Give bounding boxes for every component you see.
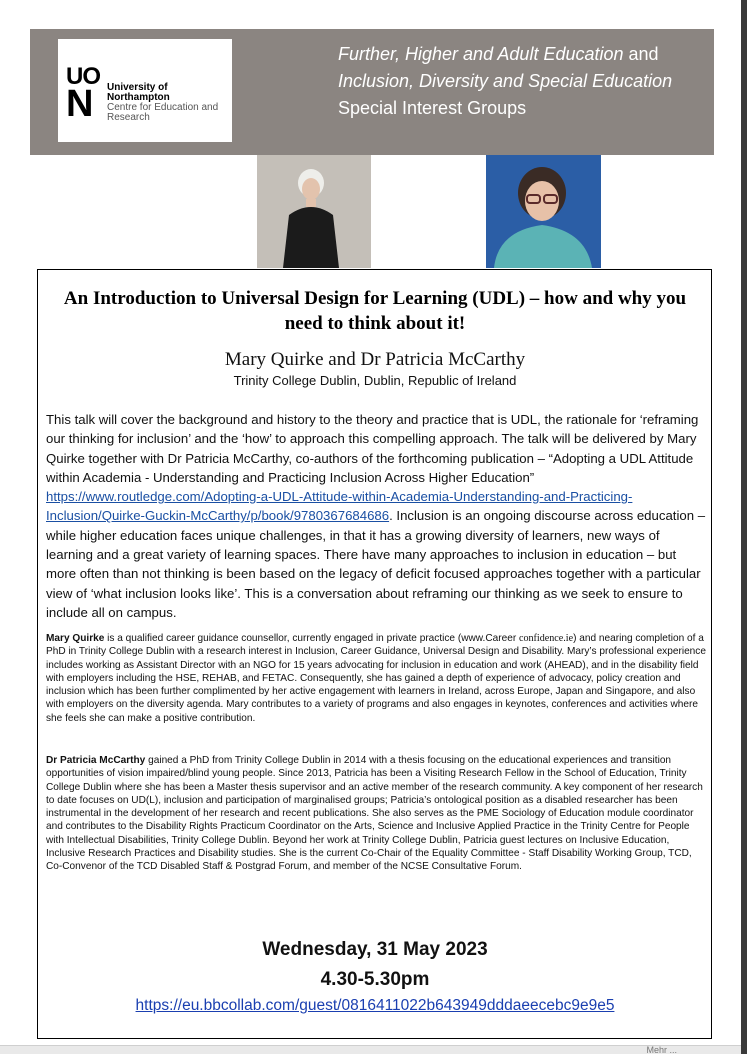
logo-wordmark xyxy=(107,83,227,123)
speaker-photo-mary-quirke xyxy=(257,155,371,268)
portrait-figure-2 xyxy=(486,155,601,268)
event-abstract: This talk will cover the background and history to the theory and practice that is UDL, the rationale for ‘reframing our thinking for inclusion’ and the ‘how’ to approach this compelling approach. The talk will be delivered by Mary Quirke together with Dr Patricia McCarthy, co-authors of the forthcoming publication – “Adopting a UDL Attitude within Academia - Understanding and Practicing Inclusion Across Higher Education” https://www.routledge.com/Adopting-a-UDL-Attitude-within-Academia-Understanding-and-Practicing-Inclusion/Quirke-Guckin-McCarthy/p/book/9780367684686. Inclusion is an ongoing discourse across education – while higher education faces unique challenges, in that it has a growing diversity of learners, new ways of learning and a great variety of learning spaces. There have many approaches to inclusion in education – but more often than not thinking is been based on the legacy of deficit focused approaches together with a particular view of ‘what inclusion looks like’. This is a conversation about reframing our thinking as we seek to ensure to include all on campus. xyxy=(46,412,706,620)
bio-mary-quirke: Mary Quirke is a qualified career guidance counsellor, currently engaged in private practice (www.Career confidence.ie) and nearing completion of a PhD in Trinity College Dublin with a research interest in Inclusion, Career Guidance, Universal Design and Disability. Mary’s professional experience includes working as Assistant Director with an NGO for 15 years advocating for inclusion in education and work (AHEAD), and in the disability field with employers including the HSE, REHAB, and FETAC. Consequently, she has gained a depth of experience of advocacy, policy creation and inclusion which has been further complimented by her active engagement with learners in Ireland, across Europe, Japan and Singapore, and also with employers on the diversity agenda. Mary contributes to a variety of programs and also engages in keynotes, conferences and activities where she feels she can make a positive contribution. xyxy=(46,633,706,724)
bio-patricia-mccarthy: Dr Patricia McCarthy gained a PhD from Trinity College Dublin in 2014 with a thesis focusing on the educational experiences and transition opportunities of vision impaired/blind young people. Since 2013, Patricia has been a Visiting Research Fellow in the School of Education, Trinity College Dublin where she has been a Master thesis supervisor and an active member of the research community. A key component of her research to date focuses on UD(L), inclusion and participation of marginalised groups; Patricia’s ontological position as a disabled researcher has been instrumental in the development of her research and recent publications. She also serves as the PME Sociology of Education module coordinator and contributes to the Disability Rights Practicum Coordinator on the Arts, Science and Inclusive Applied Practice in the Trinity Centre for People with Intellectual Disabilities, Trinity College Dublin. Beyond her work at Trinity College Dublin, Patricia guest lectures on Inclusive Education, Inclusive Research Practices and Disability studies. She is the current Co-Chair of the Equality Committee - Staff Disability Working Group, TCD, Co-Convenor of the TCD Disabled Staff & Postgrad Forum, and member of the NCSE Consultative Forum. xyxy=(46,755,703,873)
logo-university-name: University of Northampton xyxy=(107,82,170,103)
university-logo xyxy=(58,39,232,142)
event-join-link[interactable]: https://eu.bbcollab.com/guest/0816411022b643949dddaeecebc9e9e5 xyxy=(135,997,615,1014)
header-banner xyxy=(30,29,714,155)
portrait-figure-1 xyxy=(257,155,371,268)
header-title-line2: Inclusion, Diversity and Special Education xyxy=(338,71,673,91)
uon-logo-mark: UO N xyxy=(66,63,100,125)
event-datetime xyxy=(46,935,704,995)
logo-centre-name: Centre for Education and Research xyxy=(107,102,219,123)
event-speakers: Mary Quirke and Dr Patricia McCarthy xyxy=(224,349,526,370)
event-affiliation: Trinity College Dublin, Dublin, Republic of Ireland xyxy=(233,373,517,388)
event-join-link-wrap xyxy=(46,996,704,1016)
event-card xyxy=(37,269,712,1039)
header-title: Further, Higher and Adult Education and Inclusion, Diversity and Special Education Special Interest Groups xyxy=(338,41,710,122)
event-time: 4.30-5.30pm xyxy=(320,969,430,990)
event-title: An Introduction to Universal Design for Learning (UDL) – how and why you need to think about it! xyxy=(63,288,687,334)
routledge-book-link[interactable]: https://www.routledge.com/Adopting-a-UDL-Attitude-within-Academia-Understanding-and-Practicing-Inclusion/Quirke-Guckin-McCarthy/p/book/9780367684686 xyxy=(46,489,633,524)
event-date: Wednesday, 31 May 2023 xyxy=(262,939,488,960)
bio-name: Mary Quirke xyxy=(46,633,105,644)
header-title-line3: Special Interest Groups xyxy=(338,98,527,118)
page-footer-tag: Mehr ... xyxy=(646,1045,677,1055)
header-title-line1: Further, Higher and Adult Education xyxy=(338,44,624,64)
bottom-strip xyxy=(0,1045,741,1054)
window-edge xyxy=(741,0,747,1054)
speaker-photo-patricia-mccarthy xyxy=(486,155,601,268)
bio-name: Dr Patricia McCarthy xyxy=(46,755,146,766)
